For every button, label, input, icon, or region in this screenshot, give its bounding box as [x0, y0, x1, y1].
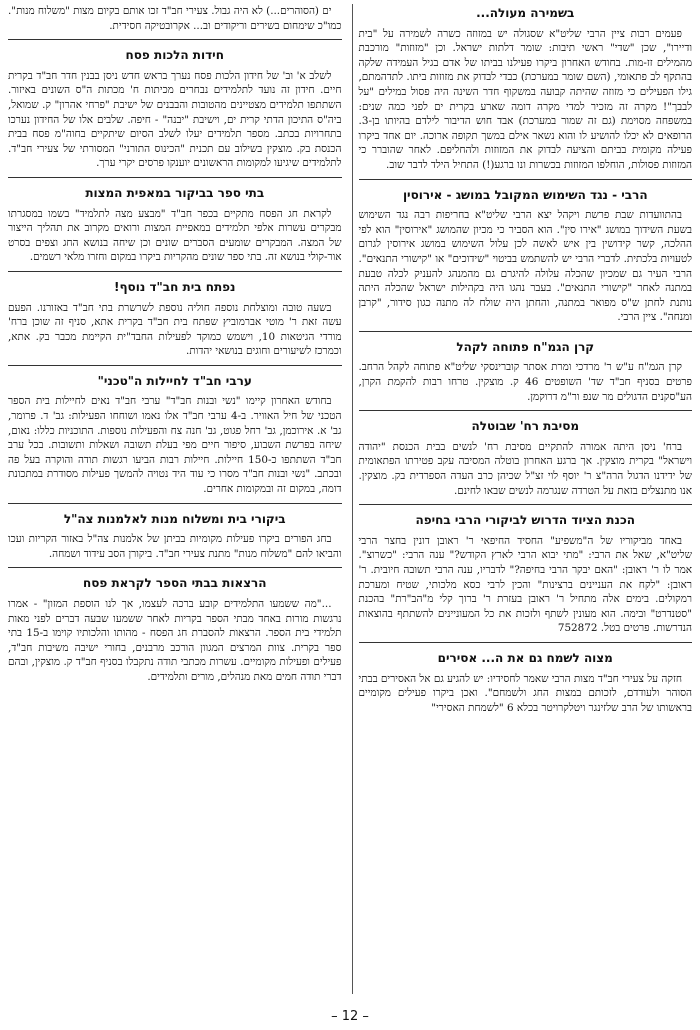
section-divider: [359, 179, 693, 180]
section-divider: [359, 410, 693, 411]
article-heading: מצוה לשמח גם את ה... אסירים: [437, 650, 613, 665]
article-heading: ערבי חב"ד לחיילות ה"טכני": [97, 373, 252, 388]
right-column: [352, 4, 693, 994]
article-paragraph: ..."מה ששמעו התלמידים קובע ברכה לעצמו, אך לנו הוספת המזון" - אמרו נרגשות מורות באחד מבתי הספר בקריות לאחר ששמעו שבעה דברים לפני מאות תלמידי בית הספר. הרצאות להסברת חג הפסח - מהותו והלכותיו קוימו ב-15 בתי ספר בקרית. צוות המרצים המגוון הורכב מרבנים, בחורי ישיבה משיבות חב"ד, פעילים ופעילות מקומיים. עשרות מכתבי תודה נתקבלו בסניף חב"ד ק. מוצקין, ובהם דברי תודה חמים מאת מנהלים, מורים ותלמידים.: [8, 598, 342, 683]
article-heading: נפתח בית חב"ד נוסף!: [113, 279, 236, 294]
article-paragraph: בשעה טובה ומוצלחת נוספה חוליה נוספת לשרשרת בתי חב"ד באזורנו. הפעם עשה זאת ר' מוטי אברמוביץ שפתח בית חב"ד בקרית אתא, סניף זה שוכן ברח' מורדי הגיטאות 10, וישמש כמוקד לפעילות החבד"ית הקיימת מכבר בק. אתא, וכמרכז לשיעורים וחוגים בנושאי יהדות.: [8, 301, 342, 358]
article-paragraph: קרן הגמ"ח ע"ש ר' מרדכי ומרת אסתר קוברינסקי שליט"א פתוחה לקהל הרחב. פרטים בסניף חב"ד שד' השופטים 46 ק. מוצקין. טרחו רבות להקמת הקרן, הע"סקנים הדגולים מר שנפ ור"מ דרוקמן.: [358, 361, 692, 403]
article-paragraph: לשלב א' וב' של חידון הלכות פסח נערך בראש חדש ניסן בבנין חדר חב"ד בקרית חיים. חידון זה נועד לתלמידים נבחרים מכיתות ח' מכתות ה"ס השונים באיזור. השתתפו תלמידים מצטיינים מהטובות והבבנים של ישיבת "פרחי אהרון" ק. שמואל, ביה"ס התיכון הדתי קרית ים, וישיבת "יבנה" - חיפה. שלבים אלו של החידון נערכו בתחרויות בכתב. מספר תלמידים יעלו לשלב הסיום שיתקיים בחוה"מ פסח בבית הכנסת בק. מוצקין בשילוב עם תכנית "הכינוס התורני" המסורתי של צעירי חב"ד. לתלמידים שיגיעו למקומות הראשונים יוענקו פרסים יקרי ערך.: [8, 69, 342, 170]
article-paragraph: לקראת חג הפסח מתקיים בכפר חב"ד "מבצע מצה לתלמיד" בשמו במסגרתו מבקרים עשרות אלפי תלמידים במאפיית המצות ורואים מקרוב את תהליך הייצור של המצה. המבקרים שומעים הסברים שונים וכן שיחה בנושא החג וצפים בסרט אור-קולי בנושא זה. בתי ספר שונים מהקריות ביקרו במקום וחזרו מלאי רשמים.: [8, 207, 342, 264]
section-divider: [8, 503, 342, 504]
article-paragraph: ברח' ניסן היתה אמורה להתקיים מסיבת רח' לנשים בבית הכנסת "יהודה וישראל" בקרית מוצקין. אך ברגע האחרון בוטלה המסיבה עקב פטירתו הפתאומית של ידידנו הדגול הרה"צ ר' יוסף לוי זצ"ל שכיהן כרב העדה הספרדית בק. מוצקין. אנו מתנצלים בזאת על הטרדה שנגרמה לנשים שבאו לחינם.: [358, 440, 692, 497]
section-divider: [8, 177, 342, 178]
article-paragraph: באחד מביקוריו של ה"משפיע" החסיד החיפאי ר' ראובן דונין בחצר הרבי שליט"א, שאל את הרבי: "מתי יבוא הרבי לארץ הקודש?" ענה הרבי: "כשרוצ". אמר לו ר' ראובן: "האם יבקר הרבי בחיפה?" לדבריו, ענה הרבי תשובה חיובית. ר' ראובן: "לקח את העניינים ברצינות" והכין לרבי כסא מלכותי, שטיח ומערכת רמקולים. בימים אלה מתחיל ר' ראובן בעזרת ר' ברוך קלי מ"הב"רת" בהכנת "סטנדרט" ובימה. הוא מעונין לשתף ולזכות את כל המעוניינים להשתתף בהוצאות הנדרשות. פרטים בטל. 752872: [358, 534, 692, 635]
article-heading: הרבי - נגד השימוש המקובל במושג - אירוסין: [402, 187, 648, 202]
article-paragraph: בחודש האחרון קיימו "נשי ובנות חב"ד" ערבי חב"ד נאים לחיילות בית הספר הטכני של חיל האוויר. ב-4 ערבי חב"ד אלו נאמו ושוחחו הפעילות: גב' ד. פרומר, גב' א. אירוכמן, גב' רחל פגוט, גב' חנה צח והפעילות נוספות. התוכניות כללו: נאום, שיחה בפרשת השבוע, סיפור חיים מפי בעלת תשובה ושאלות ותשובות. בכל ערב חב"ד השתתפו כ-150 חיילות. חיילות רבות הביעו רגשות תודה והוקרה בעל פה ובכתב. "נשי ובנות חב"ד מסרו כי עוד היד נטויה להמשך פעילות מסודרת במתכונת דומה, במקום זה ובמקומות אחרים.: [8, 395, 342, 496]
article-paragraph: פעמים רבות ציין הרבי שליט"א שסגולה יש במזוזה כשרה לשמירה על "בית ודיירו", שכן "שדי" ראשי תיבות: שומר דלתות ישראל. וכן "מזוזות" מורכבת מהמילים זז-מות. בחודש האחרון ביקרו פעילנו בביתו של אדם בגיל העמידה שלקה בהתקף לב פתאומי, (השם שומר במערכת) כבדי לבדוק את מזוזות ביתו. לתדהמתם, גילו הפעילים כי מזוזה שהיתה קבועה במשקוף חדר השינה היה פסול במילים "על לבבך"! מקרה זה מזכיר למדי מקרה דומה שארע בקרית ים לפני כמה שנים: במשפחה מסוימת (גם זה שמור במערכת) אבד חוש הדיבור לילדם בהיותו בן-3. הרופאים לא יכלו להושיע לו והוא נשאר אילם במשך תקופה ארוכה. יום אחד ביקרו פעילה מקומית בביתם והציעה לבדוק את המזוזות ולהחליפם. לאחר שהוברר כי המזוזות פסולות, הוחלפו המזוזות בכשרות ונו ברגע(!) התחיל הילד לדבר שוב.: [358, 27, 692, 171]
article-heading: בתי ספר בביקור במאפית המצות: [85, 185, 265, 200]
section-divider: [359, 331, 693, 332]
section-divider: [8, 271, 342, 272]
article-paragraph: בחג הפורים ביקרו פעילות מקומיות בביתן של אלמנות צה"ל באזור הקריות ועכו והביאו להם "משלוח מנות" מתנת צעירי חב"ד. ביקורן הסב עידוד ושמחה.: [8, 533, 342, 560]
section-divider: [8, 567, 342, 568]
article-paragraph: בהתוועדות שבת פרשת ויקהל יצא הרבי שליט"א בחריפות רבה נגד השימוש בשעת השידוך במושג "אירו סין". הוא הסביר כי מכיון שהמושג "אירוסין" הוא לפי ההלכה, קשר קידושין בין איש לאשה לכן עלול השימוש במושג אירוסין לגרום לטעויות בלכתית. לדברי הרבי יש להשתמש בביטוי "שידוכים" או "קישורי התנאים". הרבי העיר גם שמכיון שהכלה עלולה להיגרם גם מהמנהג להעניק לכלה טבעת במתנה לאחר "קישורי התנאים". בעבר נהגו היה בקהילות ישראל שהכלה היתה נותנת לחתן ש"ס מפואר במתנה, והחתן היה שולח לה מתנה כגון סידור, "קרבן ומנחה". ציין הרבי.: [358, 209, 692, 324]
columns: [8, 4, 692, 994]
article-paragraph: חזקה על צעירי חב"ד מצות הרבי שאמר לחסידיו: יש להגיע גם אל האסירים בבתי הסוהר ולעודדם, לזכותם במצות החג ולשמחם". ואכן ביקרו פעילים מקומיים בראשותו של הרב שלזינגר ויטלקרויטר בכלא 6 "לשמחת האסירי": [358, 672, 692, 714]
page-number: – 12 –: [331, 1009, 369, 1024]
article-heading: ביקורי בית ומשלוח מנות לאלמנות צה"ל: [63, 511, 286, 526]
article-heading: קרן הגמ"ח פתוחה לקהל: [456, 339, 595, 354]
article-heading: בשמירה מעולה...: [476, 6, 575, 20]
left-column: [8, 4, 342, 994]
section-divider: [8, 39, 342, 40]
section-divider: [359, 642, 693, 643]
article-heading: מסיבת רח' שבוטלה: [471, 419, 580, 434]
article-heading: הכנת הציוד הדרוש לביקורי הרבי בחיפה: [415, 513, 635, 528]
article-heading: הרצאות בבתי הספר לקראת פסח: [83, 576, 267, 591]
section-divider: [359, 504, 693, 505]
article-heading: חידות הלכות פסח: [125, 48, 224, 63]
section-divider: [8, 365, 342, 366]
article-paragraph: ים (הסוהרים...) לא היה גבול. צעירי חב"ד זכו אותם בקיום מצות "משלוח מנות". כמו"כ שימחום בשירים וריקודים וב... אקרובטיקה חסידית.: [8, 5, 342, 32]
